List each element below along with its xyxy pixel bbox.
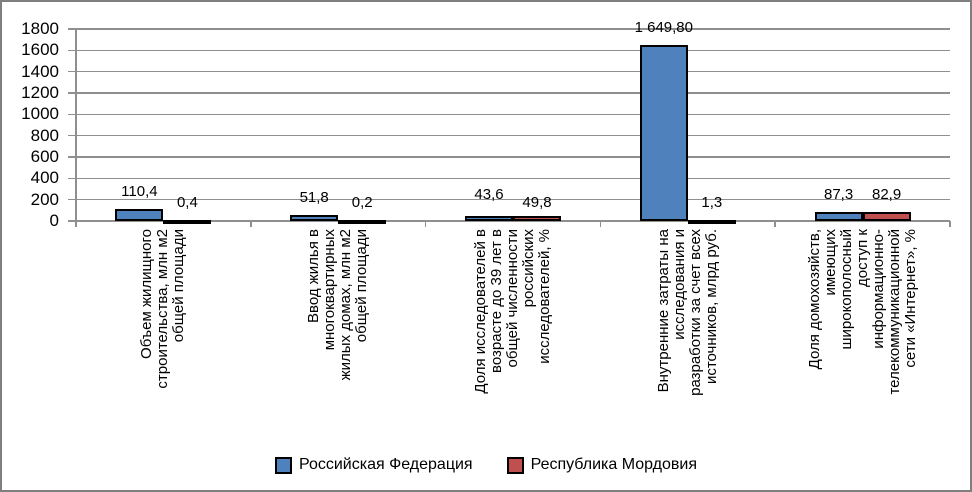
data-label-rf-1: 51,8: [299, 189, 329, 207]
gridline-1000: [76, 114, 950, 116]
x-tick-mark: [600, 221, 602, 227]
gridline-800: [76, 135, 950, 137]
x-tick-mark: [425, 221, 427, 227]
data-label-rf-0: 110,4: [121, 183, 158, 201]
y-tick-mark: [68, 28, 78, 30]
x-category-label-0: Объем жилищного строительства, млн м2 общей площади: [138, 229, 188, 389]
y-tick-mark: [68, 114, 78, 116]
legend-item-mordovia: [507, 456, 697, 474]
gridline-1800: [76, 28, 950, 30]
gridline-1600: [76, 50, 950, 52]
x-tick-mark: [75, 221, 77, 227]
bar-rf-2: [465, 216, 513, 221]
gridline-1400: [76, 71, 950, 73]
bar-rm-0: [163, 220, 211, 224]
legend-swatch-russian-federation: [275, 457, 292, 474]
data-label-rm-1: 0,2: [351, 194, 373, 211]
data-label-rm-0: 0,4: [176, 194, 198, 211]
x-category-label-2: Доля исследователей в возрасте до 39 лет в общей численности российских исследователей, %: [472, 229, 553, 394]
y-axis-tick-label: 200: [30, 189, 59, 209]
x-category-label-3: Внутренние затраты на исследования и разработки за счет всех источников, млрд руб.: [654, 229, 720, 396]
legend-swatch-mordovia: [507, 457, 524, 474]
data-label-rf-3: 1 649,80: [634, 19, 693, 37]
y-axis-tick-label: 600: [30, 147, 59, 166]
gridline-600: [76, 156, 950, 158]
y-axis-tick-label: 1400: [21, 61, 59, 81]
data-label-rm-4: 82,9: [871, 186, 902, 204]
legend: [2, 451, 970, 479]
x-category-label-4: Доля домохозяйств, имеющих широкополосный доступ к информационно- телекоммуникационной сети «Интернет», %: [805, 229, 919, 395]
bar-rm-3: [688, 220, 736, 224]
bar-rf-4: [815, 212, 863, 221]
y-tick-mark: [68, 92, 78, 94]
y-tick-mark: [68, 135, 78, 137]
x-category-label-1: Ввод жилья в многоквартирных жилых домах, млн м2 общей площади: [305, 229, 371, 381]
bar-rm-4: [863, 212, 911, 221]
data-label-rf-4: 87,3: [823, 185, 854, 203]
y-axis-tick-label: 1800: [21, 19, 59, 38]
y-axis-line: [75, 29, 77, 222]
data-label-rm-2: 49,8: [522, 193, 552, 211]
y-axis-tick-label: 800: [30, 125, 59, 145]
y-tick-mark: [68, 71, 78, 73]
y-axis-tick-label: 1600: [21, 40, 59, 60]
x-tick-mark: [774, 221, 776, 227]
data-label-rf-2: 43,6: [474, 186, 504, 204]
legend-label-mordovia: Республика Мордовия: [530, 456, 697, 473]
y-axis-tick-label: 0: [49, 211, 59, 230]
data-label-rm-3: 1,3: [701, 194, 723, 211]
y-axis-tick-label: 1200: [21, 83, 59, 102]
x-tick-mark: [250, 221, 252, 227]
gridline-400: [76, 178, 950, 180]
y-tick-mark: [68, 199, 78, 201]
y-tick-mark: [68, 178, 78, 180]
y-tick-mark: [68, 156, 78, 158]
bar-rm-2: [513, 216, 561, 221]
y-axis-tick-label: 400: [30, 168, 59, 188]
y-axis-tick-label: 1000: [21, 104, 59, 124]
bar-rm-1: [338, 220, 386, 224]
bar-rf-1: [290, 215, 338, 221]
legend-item-russian-federation: [275, 456, 473, 474]
x-tick-mark: [949, 221, 951, 227]
y-tick-mark: [68, 50, 78, 52]
gridline-1200: [76, 92, 950, 94]
legend-label-russian-federation: Российская Федерация: [298, 456, 473, 473]
